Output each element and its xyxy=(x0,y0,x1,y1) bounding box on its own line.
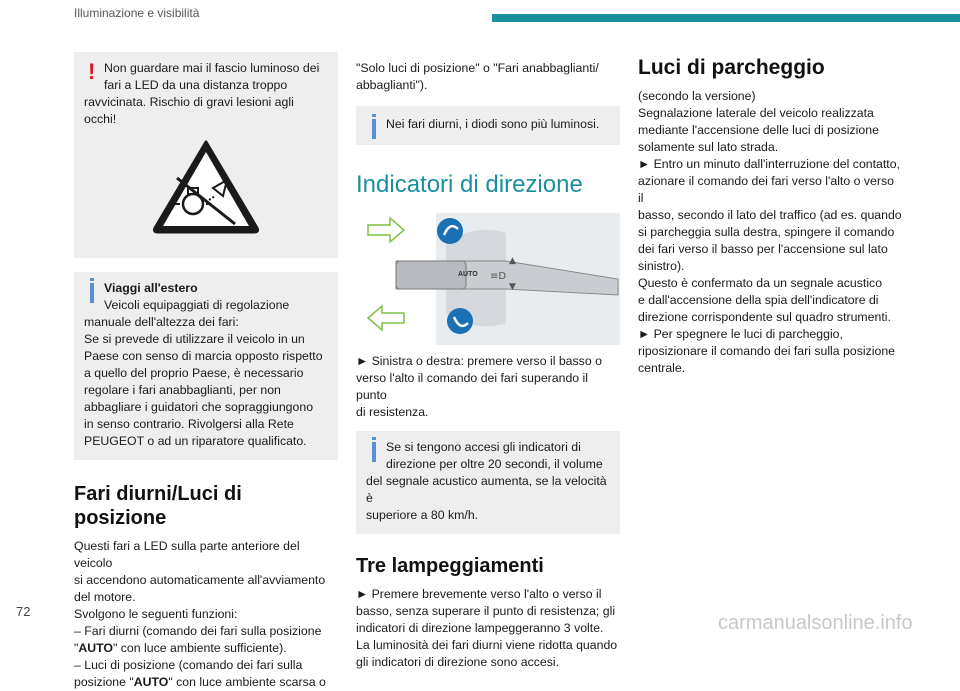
svg-text:▲: ▲ xyxy=(509,256,516,266)
drl-heading: Fari diurni/Luci di posizione xyxy=(74,483,242,529)
parking-lights-body: (secondo la versione) Segnalazione laterale del veicolo realizzata mediante l'accensione delle luci di posizione solamente sul lato strada. ► Entro un minuto dall'interruzione del contatto, azionare il comando dei fari verso l'alto o verso il basso, secondo il lato del traffico (ad es. quando si parcheggia sulla destra, spingere il comando dei fari verso il basso per l'accensione sul lato sinistro). Questo è confermato da un segnale acustico e dall'accensione della spia dell'indicatore di direzione corrispondente sul quadro strumenti. ► Per spegnere le luci di parcheggio, riposizionare il comando dei fari sulla posizione centrale. xyxy=(638,89,902,375)
info-icon xyxy=(372,442,376,462)
warning-box: ! Non guardare mai il fascio luminoso dei fari a LED da una distanza troppo ravvicinata. Rischio di gravi lesioni agli occhi! xyxy=(74,52,338,258)
arrow-up-right-icon xyxy=(368,218,404,242)
led-note-box: Nei fari diurni, i diodi sono più luminosi. xyxy=(356,106,620,145)
lever-auto-label: AUTO xyxy=(458,271,478,278)
section-title: Illuminazione e visibilità xyxy=(74,6,200,20)
indicator-volume-note-box: Se si tengono accesi gli indicatori di direzione per oltre 20 secondi, il volume del segnale acustico aumenta, se la velocità è superiore a 80 km/h. xyxy=(356,431,620,534)
three-flashes-body: ► Premere brevemente verso l'alto o verso il basso, senza superare il punto di resistenza; gli indicatori di direzione lampeggeranno 3 volte. La luminosità dei fari diurni viene ridotta quando gli indicatori di direzione sono accesi. xyxy=(356,587,618,669)
svg-text:▼: ▼ xyxy=(509,282,516,292)
info-icon xyxy=(90,283,94,303)
abroad-note-box: Viaggi all'estero Veicoli equipaggiati di regolazione manuale dell'altezza dei fari: Se si prevede di utilizzare il veicolo in un Paese con senso di marcia opposto rispetto a quello del proprio Paese, è necessario regolare i fari anabbaglianti, per non abbagliare i guidatori che sopraggiungono in senso contrario. Rivolgersi alla Rete PEUGEOT o ad un riparatore qualificato. xyxy=(74,272,338,460)
drl-body: Questi fari a LED sulla parte anteriore del veicolo si accendono automaticamente all'avviamento del motore. Svolgono le seguenti funzioni: – Fari diurni (comando dei fari sulla posizione "AUTO" con luce ambiente sufficiente). – Luci di posizione (comando dei fari sulla posizione "AUTO" con luce ambiente scarsa o xyxy=(74,539,326,689)
three-flashes-heading: Tre lampeggiamenti xyxy=(356,555,544,577)
parking-lights-heading: Luci di parcheggio xyxy=(638,56,825,79)
warning-icon: ! xyxy=(88,59,96,84)
svg-text:≡D: ≡D xyxy=(490,271,507,282)
info-icon xyxy=(372,119,376,139)
indicator-lever-illustration xyxy=(356,213,620,345)
page-number: 72 xyxy=(16,604,31,619)
watermark: carmanualsonline.info xyxy=(718,612,913,634)
column-1 xyxy=(74,52,338,691)
indicators-heading: Indicatori di direzione xyxy=(356,171,583,198)
header-accent-bar xyxy=(492,14,960,22)
column-3 xyxy=(638,52,902,377)
no-look-at-led-icon xyxy=(84,138,328,234)
column-2: "Solo luci di posizione" o "Fari anabbaglianti/ abbaglianti"). Nei fari diurni, i diodi sono più luminosi. Indicatori di direzione ≡D ▲ ▼ AUTO ► Sinistra o destra: premere verso il basso o verso l'alto il comando dei fari superando il punto di resistenza. Se si tengono accesi gli indicatori di direzione per oltre 20 secondi, il volume del segnale acustico aumenta, se la velocità è superiore a 80 km/h. Tre lampeggiamenti ► Premere brevemente verso l'alto o verso il basso, senza superare il punto di resistenza; gli indicatori di direzione lampeggeranno 3 volte. La luminosità dei fari diurni viene ridotta quando gli indicatori di direzione sono accesi. xyxy=(356,52,620,671)
arrow-down-left-icon xyxy=(368,306,404,330)
indicators-body: ► Sinistra o destra: premere verso il basso o verso l'alto il comando dei fari superando il punto di resistenza. xyxy=(356,354,602,419)
